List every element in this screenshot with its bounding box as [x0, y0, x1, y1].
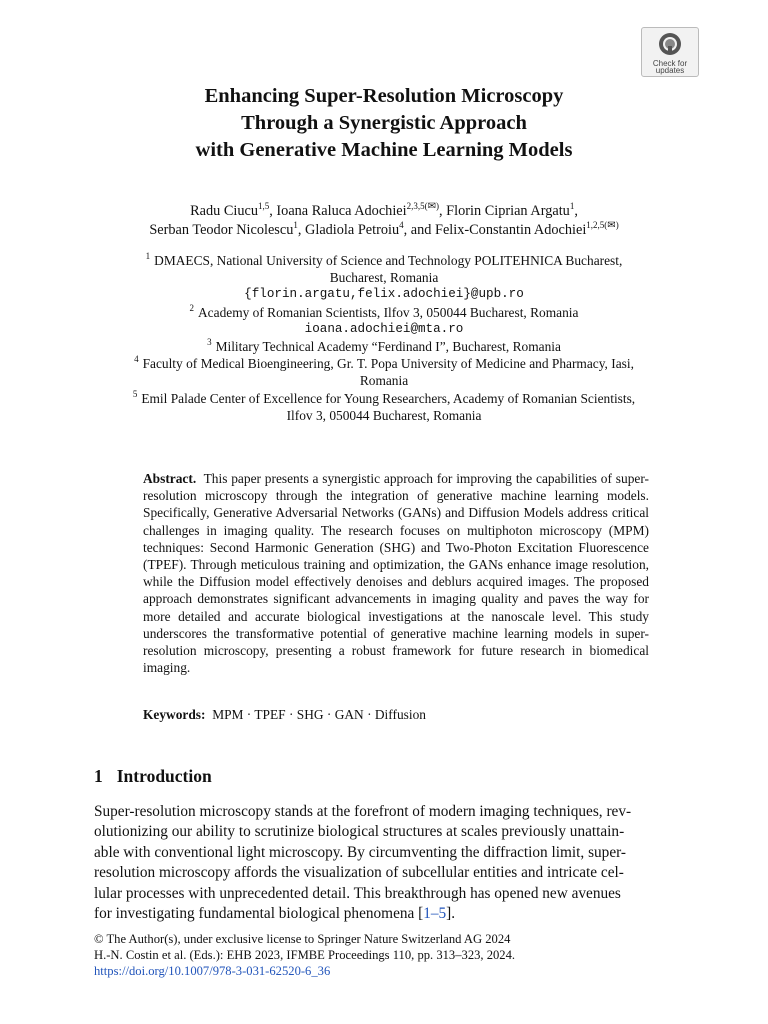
line-text: for investigating fundamental biological phenomena [ — [94, 905, 424, 923]
line-text: olutionizing our ability to scrutinize biological structures at scales previously unattain- — [94, 823, 625, 841]
line-text: ]. — [446, 905, 456, 923]
paragraph-line — [94, 843, 700, 863]
keywords — [143, 706, 649, 723]
affiliation-text: Faculty of Medical Bioengineering, Gr. T. Popa University of Medicine and Pharmacy, Iasi, — [142, 356, 634, 372]
badge-label-2: updates — [655, 66, 685, 75]
title-line: Through a Synergistic Approach — [241, 112, 527, 134]
author-line: Serban Teodor Nicolescu$^1$, Gladiola Petroiu$^4$, and Felix-Constantin Adochiei$^{1,2,5(✉)}$ — [149, 220, 619, 238]
keywords-text: MPM · TPEF · SHG · GAN · Diffusion — [212, 707, 426, 722]
author-name: Serban Teodor Nicolescu — [149, 222, 294, 238]
author-name: Ioana Raluca Adochiei — [276, 203, 407, 219]
citation-text: H.-N. Costin et al. (Eds.): EHB 2023, IFMBE Proceedings 110, pp. 313–323, 2024. — [94, 948, 516, 963]
abstract-text: This paper presents a synergistic approach for improving the capabilities of super-resolution microscopy through the integration of generative machine learning models. Specifically, Generative Adversarial Networks (GANs) and Diffusion Models address critical challenges in imaging quality. The research focuses on multiphoton microscopy (MPM) techniques: Second Harmonic Generation (SHG) and Two-Photon Excitation Fluorescence (TPEF). Through meticulous training and optimization, the GANs enhance image resolution, while the Diffusion model effectively denoises and deblurs acquired images. The proposed approach demonstrates significant advancements in imaging quality and paves the way for more detailed and accurate biological investigations at the nanoscale level. This study underscores the transformative potential of generative machine learning models in super-resolution microscopy, presenting a robust framework for future research in biomedical imaging. — [143, 471, 649, 676]
affiliation-line: Ilfov 3, 050044 Bucharest, Romania — [286, 407, 482, 423]
affiliation-email[interactable]: ioana.adochiei@mta.ro — [304, 321, 464, 336]
citation-link[interactable]: 1–5 — [423, 905, 447, 923]
author-affil: 1,5 — [258, 201, 270, 211]
affiliation-text: Emil Palade Center of Excellence for Young Researchers, Academy of Romanian Scientists, — [141, 390, 636, 406]
line-text: lular processes with unprecedented detail. This breakthrough has opened new avenues — [94, 884, 621, 902]
author-name: Gladiola Petroiu — [305, 222, 400, 238]
crossmark-icon — [642, 32, 698, 61]
envelope-icon[interactable]: ✉ — [607, 220, 616, 231]
affiliation-text: Academy of Romanian Scientists, Ilfov 3, 050044 Bucharest, Romania — [198, 304, 579, 320]
paper-title — [84, 83, 684, 164]
affiliation-line — [80, 355, 688, 372]
affiliation-email[interactable]: {florin.argatu,felix.adochiei}@upb.ro — [244, 287, 524, 302]
affiliation-line — [80, 304, 688, 321]
affiliation-line — [80, 338, 688, 355]
keywords-label: Keywords: — [143, 707, 206, 722]
doi-link[interactable]: https://doi.org/10.1007/978-3-031-62520-6_36 — [94, 964, 331, 979]
paragraph-line — [94, 802, 700, 822]
copyright-text: © The Author(s), under exclusive license to Springer Nature Switzerland AG 2024 — [94, 932, 511, 946]
author-name: Florin Ciprian Argatu — [446, 203, 570, 219]
title-line: Enhancing Super-Resolution Microscopy — [204, 85, 564, 107]
paragraph-line — [94, 904, 700, 924]
affiliation-list — [80, 252, 688, 424]
page-footer — [94, 931, 654, 980]
affiliation-number: 2 — [189, 302, 195, 313]
check-for-updates-badge[interactable] — [641, 27, 699, 77]
section-heading — [94, 765, 212, 787]
affiliation-number: 1 — [145, 251, 151, 261]
section-title: Introduction — [116, 766, 212, 786]
author-list — [70, 202, 698, 240]
affiliation-number: 4 — [134, 354, 139, 365]
author-affil: 1,2,5( — [586, 220, 608, 230]
line-text: resolution microscopy affords the visualization of subcellular entities and intricate cel- — [94, 864, 624, 882]
author-affil: 1 — [569, 201, 575, 211]
affiliation-number: 3 — [207, 337, 212, 348]
affiliation-line — [80, 390, 688, 407]
author-name: Radu Ciucu — [190, 203, 258, 219]
line-text: Super-resolution microscopy stands at the forefront of modern imaging techniques, rev- — [94, 803, 632, 820]
affiliation-text: DMAECS, National University of Science and Technology POLITEHNICA Bucharest, — [154, 253, 623, 268]
affiliation-text: Military Technical Academy “Ferdinand I”, Bucharest, Romania — [215, 339, 561, 355]
author-affil: 1 — [293, 220, 298, 230]
author-name: and Felix-Constantin Adochiei — [410, 222, 587, 238]
introduction-paragraph — [94, 802, 700, 924]
abstract-label: Abstract. — [143, 471, 197, 486]
author-affil: 2,3,5( — [406, 201, 428, 211]
affiliation-number: 5 — [132, 388, 138, 399]
paragraph-line — [94, 822, 700, 842]
paragraph-line — [94, 884, 700, 904]
author-line: Radu Ciucu$^{1,5}$, Ioana Raluca Adochiei$^{2,3,5(✉)}$, Florin Ciprian Argatu$^1$, — [190, 201, 578, 219]
abstract — [143, 470, 649, 676]
title-line: with Generative Machine Learning Models — [195, 139, 573, 161]
line-text: able with conventional light microscopy. By circumventing the diffraction limit, super- — [94, 843, 626, 861]
affiliation-line: Bucharest, Romania — [329, 270, 439, 286]
badge-label-1: Check for — [652, 59, 688, 68]
affiliation-line: Romania — [359, 373, 409, 389]
section-number: 1 — [94, 766, 103, 786]
author-affil: 4 — [399, 220, 404, 230]
affiliation-line — [80, 252, 688, 269]
envelope-icon[interactable]: ✉ — [427, 201, 437, 212]
paragraph-line — [94, 863, 700, 883]
